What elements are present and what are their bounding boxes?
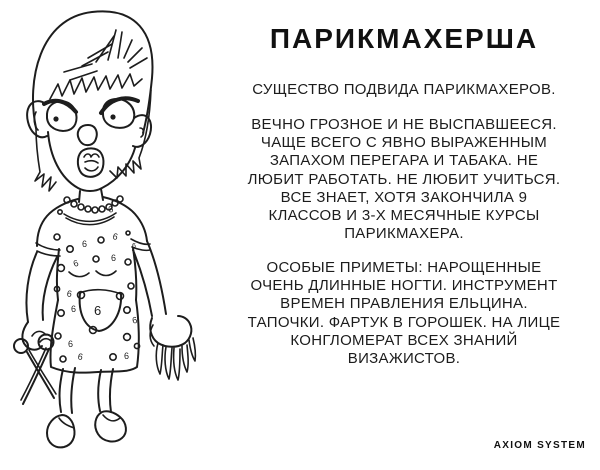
svg-text:6: 6	[71, 304, 77, 314]
svg-text:6: 6	[71, 257, 80, 269]
arm-right	[133, 241, 195, 380]
svg-text:6: 6	[132, 243, 136, 250]
legs	[60, 368, 113, 413]
mouth	[78, 148, 104, 176]
apron-pocket	[78, 290, 124, 334]
axiom-system-watermark: AXIOM SYSTEM	[493, 440, 586, 451]
svg-text:6: 6	[107, 203, 115, 215]
svg-text:6: 6	[111, 253, 117, 263]
hair-spikes-icon	[64, 30, 147, 80]
scissors-icon	[14, 335, 56, 405]
polka-dots	[54, 204, 140, 362]
head	[27, 11, 152, 202]
svg-text:6: 6	[82, 239, 88, 249]
svg-text:6: 6	[68, 339, 74, 349]
svg-text:6: 6	[124, 351, 130, 361]
intro-line: СУЩЕСТВО ПОДВИДА ПАРИКМАХЕРОВ.	[252, 81, 556, 98]
svg-text:6: 6	[76, 351, 84, 363]
hairdresser-illustration	[0, 0, 230, 470]
svg-text:6: 6	[66, 288, 73, 300]
svg-text:6: 6	[111, 231, 119, 243]
ear-left	[27, 101, 47, 137]
description-paragraph: ВЕЧНО ГРОЗНОЕ И НЕ ВЫСПАВШЕЕСЯ. ЧАЩЕ ВСЕГО С ЯВНО ВЫРАЖЕННЫМ ЗАПАХОМ ПЕРЕГАРА И ТАБАКА. НЕ ЛЮБИТ РАБОТАТЬ. НЕ ЛЮБИТ УЧИТЬСЯ. ВСЕ ЗНАЕТ, ХОТЯ ЗАКОНЧИЛА 9 КЛАССОВ И 3-Х МЕСЯЧНЫЕ КУРСЫ ПАРИКМАХЕРА.	[247, 116, 561, 243]
special-signs-paragraph: ОСОБЫЕ ПРИМЕТЫ: НАРОЩЕННЫЕ ОЧЕНЬ ДЛИННЫЕ НОГТИ. ИНСТРУМЕНТ ВРЕМЕН ПРАВЛЕНИЯ ЕЛЬЦИНА. ТАПОЧКИ. ФАРТУК В ГОРОШЕК. НА ЛИЦЕ КОНГЛОМЕРАТ ВСЕХ ЗНАНИЙ ВИЗАЖИСТОВ.	[247, 259, 561, 368]
pocket-dot-glyph: 6	[94, 303, 102, 318]
slippers	[47, 411, 126, 447]
page-title: ПАРИКМАХЕРША	[269, 23, 539, 54]
nose	[78, 125, 97, 145]
svg-text:6: 6	[131, 314, 139, 326]
